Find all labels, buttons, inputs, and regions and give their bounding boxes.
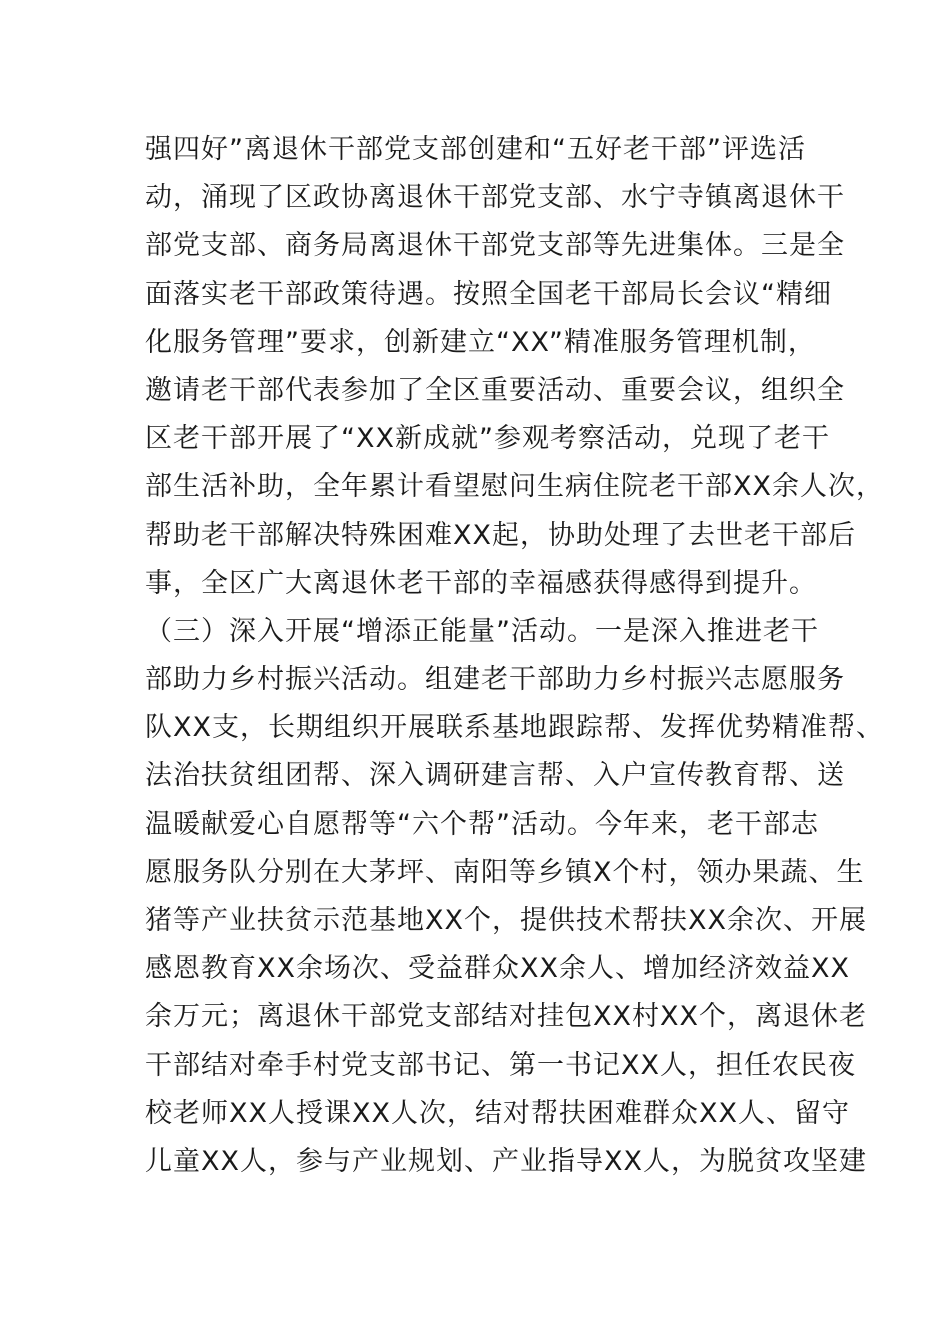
- text-line: 面落实老干部政策待遇。按照全国老干部局长会议“精细: [145, 278, 832, 310]
- text-line: 邀请老干部代表参加了全区重要活动、重要会议，组织全: [145, 374, 845, 406]
- text-line: 部助力乡村振兴活动。组建老干部助力乡村振兴志愿服务: [145, 664, 845, 696]
- text-line: 事，全区广大离退休老干部的幸福感获得感得到提升。: [145, 567, 817, 599]
- text-line: 部生活补助，全年累计看望慰问生病住院老干部XX余人次，: [145, 471, 884, 503]
- text-line: 化服务管理”要求，创新建立“XX”精准服务管理机制，: [145, 326, 816, 358]
- text-line: 余万元；离退休干部党支部结对挂包XX村XX个，离退休老: [145, 1001, 867, 1033]
- text-line: 感恩教育XX余场次、受益群众XX余人、增加经济效益XX: [145, 953, 850, 985]
- body-text: [145, 126, 884, 1186]
- text-line: 区老干部开展了“XX新成就”参观考察活动，兑现了老干: [145, 423, 830, 455]
- text-line: 愿服务队分别在大茅坪、南阳等乡镇X个村，领办果蔬、生: [145, 856, 865, 888]
- text-line: 部党支部、商务局离退休干部党支部等先进集体。三是全: [145, 230, 845, 262]
- text-line: 干部结对牵手村党支部书记、第一书记XX人，担任农民夜: [145, 1049, 856, 1081]
- text-line: 猪等产业扶贫示范基地XX个，提供技术帮扶XX余次、开展: [145, 905, 867, 936]
- text-line: 帮助老干部解决特殊困难XX起，协助处理了去世老干部后: [145, 519, 856, 551]
- section-heading-line: （三）深入开展“增添正能量”活动。一是深入推进老干: [145, 615, 819, 647]
- text-line: 强四好”离退休干部党支部创建和“五好老干部”评选活: [145, 134, 806, 165]
- text-line: 温暖献爱心自愿帮等“六个帮”活动。今年来，老干部志: [145, 808, 819, 840]
- text-line: 儿童XX人，参与产业规划、产业指导XX人，为脱贫攻坚建: [145, 1145, 867, 1177]
- text-line: 队XX支，长期组织开展联系基地跟踪帮、发挥优势精准帮、: [145, 712, 884, 744]
- text-line: 动，涌现了区政协离退休干部党支部、水宁寺镇离退休干: [145, 182, 845, 214]
- text-line: 校老师XX人授课XX人次，结对帮扶困难群众XX人、留守: [145, 1097, 850, 1129]
- text-line: 法治扶贫组团帮、深入调研建言帮、入户宣传教育帮、送: [145, 760, 845, 792]
